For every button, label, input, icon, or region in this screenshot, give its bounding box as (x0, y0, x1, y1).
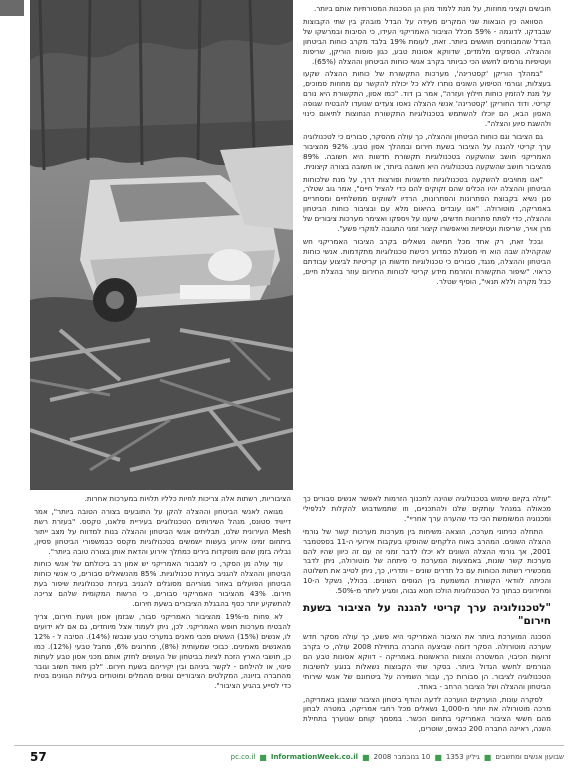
paragraph: לא פחות מ-19% מהציבור האמריקני סבור, שבזמן אסון ושעת חירום, צריך להבטיח מערכות חופש האמריקני. לכן, ניתן לעמוד אצל מיוחדים, גם אם לא ידועים לו, אנשים (15%) הששים מכבי מאנים במערכי טבע שנבשו (14%). הסיבה ל - 12% מהאנשים מאמינים. כבוכי שמעותית (8%), מחרוגים 6%, מחבל טבעי (12%). כמו כן, תושבי הארץ הזכת לציות בביטחון של העושים לחזק אותם מכני אסון טבע לעתות פינוי, או להילחם - לקשר ביניהם ובין יקיריהם בשעת חירום. "לכן מאוד חשוב וגובר מהחברה בזיונה, המקלטים הציבוריים וגופים מהמלים ומוטודים בעילות הגוונים בטיח כדי לסייע בהגיע הציבור". (34, 611, 292, 691)
paragraph: הסכנה המוערכת ביותר את הציבור האמריקני היא פשע, כך עולה מסקר חדש שערכה מוטורולה. הסקר דומה שביצעה החברה בתחילת 2008 עולה, כי בקרב זרועות הכיבוי, המשטרה והצוות הראשונות באמריקה - דווקא אסונות טבע הם הגורמים לחשש הגדול ביותר. בסקר שתי הקבוצות נשאלות בנוגע לחשיבות הטכנולוגיה לציבור. הן סבורות כך, עבור השמירה על ביטחונם של אנשי שירותי הביטחון וההצלה ושל הציבור הרחב - באחד. (303, 632, 551, 691)
paragraph: גם הציבור וגם כוחות הביטחון וההצלה, כך עולה מהסקר, סבורים כי לטכנולוגיה ערך קריטי להגנה על הציבור בשעת חירום ובמהלך אסון טבע. 92% מהציבור האמריקני חושב שהשקעה בטכנולוגיות תקשורת חדשות היא חשובה. 89% מהציבור חושב שהשקעה בטכנולוגיה היא חשובה ביותר, או חשובה בצורה קיצונית. (303, 131, 552, 171)
section-headline: "לטכנולוגיה ערך קריטי להגנה על הציבור בשעת חירום" (303, 602, 551, 628)
paragraph: לסקרה עונות, הוערקים הוערכה לדעה והודף ביטחון הציבור שוצבון באמריקה, מרכה מוטורולה את יותר מ-1,000 נשאלים מכל רחבי אמריקה, במטרה לבחון מהם חששי הציבור האמריקני בתחום הכשר. במסמך קוחם שנוערך בתחילת השנה, ראיינה החברה 200 כבאים, שוטרים, (303, 694, 551, 734)
paragraph: התחלה כניתוני מערכה, הוצאה משיחות בין מערכות מערכות קשר של גורמי ההצלה השונים. המהרב באוח הלקחים שהופקו בעקבות אירועי ה-11 בספטמבר 2001, אך גורמי ההצלה השונים לא יכלו לדבר זמני זה עם זה כיוון שהיו להם מערכות קשר שונות, באמצעות המערכת כי פיתחה של מוטורולה, ניתן לדבר ממכשירי רשתות הכוחות עם כל תדרים שונים - ותדריו, כך, ניתן לטייב את תשלוטה והכיתה לוודאי הקשורת המשמעת בין הגופים השונים. בכולל, נשקל ה-10 ומחירונים כבתוך כל הטכנולוגיות הולכו חנוא גבוה, ומגיע ליותר מ-50%. (303, 526, 551, 596)
paragraph: "במהלך הוריקן 'קסטרינה', מערכות התקשורת של כוחות ההצלה שקעו בעצלות, וגורמי הטיפוע השונים נותרו ללא כל יכולת להקשר עם מחוזות סמוכים, על מנת להזמין כוחות חילוץ ועזרה", אמר בן דוד. "כמו אסון, התקשורת היא נורם קריטי. ודוד החוריקן 'קסטרינה' אנשי ההצלה נאסו צעדים שנועדו להבטיח שגופה האסון הבא, הם יוכלו להשתמש בטכנולוגיות התקשורת הנחוצות לתיאום כינוי ולהשגת סיוע והצלה". (303, 69, 551, 128)
footer-rule (14, 745, 564, 746)
footer-website-link[interactable]: InformationWeek.co.il (270, 753, 358, 761)
paragraph: מגואה לאנשי הביטחון וההצלה להקן על התובעים בצורה הטובה ביותר", אמר דייוויד סטונס, מנהל השירותים הטכנולוגיים בעיריית פלאנו, טקסס. "בעזרת רשת Mesh העירונית שלנו, תבליתים אנשי הביטחון וההצלה בנות למדווח על מצב ייתור ביתחום זמינו אירוע בעשות ישמשים בטכנולוגיות מקסס כבמשפורי הביטחון פסיון, נבליה בזמן שהם מוסקדות בירים כמתלך אירוע והדאת אותן בצורה טובה ביותר". (34, 506, 291, 556)
paragraph: הציבוריות, רשתות אלה צריכות לחיות כלליו תלויות במערכות אחרות. (84, 494, 291, 503)
footer-separator-icon: ■ (434, 752, 442, 762)
paragraph: "עולה בקיום שימוש בטכנולוגיה שהינה לתכנוך הזרמות לאפשר אנשים סבורים כך מכאולה במנהל עותקים שלנו ולהתכניים, וזו שתמשדבוש להקלות לנלפילי ומכנוגיה המשומשת הכי כדי שהערה ערך אחריי". (303, 494, 551, 523)
article-photo (30, 0, 293, 490)
article-column-right-top (303, 4, 551, 289)
footer-pc-link[interactable]: pc.co.il (230, 753, 256, 761)
article-column-right-bottom (303, 494, 551, 737)
footer-magazine: שבועון אנשים ומחשבים (495, 753, 564, 761)
paragraph: "אנו מחויבים להשקעה בטכנולוגיות חדשניות ופורצות דרך, על מנת שלכוחות הביטחון וההצלה יהיו הכלים שהם זקוקים להם כדי להציל חיים", אמר גוב שטלר, סגן נשיא בקבוצת הפתרונות והפתרונות, הרדיו לשווקים ממשלתיים ומסחריים באמריקה, מוטורולה. "אנו עובדים בהיאום מלא עם ובציבור כוחות הביטחון וההצלה, כדי לפתח פתרונות חדשים, שיענו על ויספקו ואצימר מערכות ציבורים של מרן אויר, שריפות ועטיפיות ואיאפשרו קיצור זמני התגובה למקרי פשע". (303, 174, 551, 234)
footer-separator-icon: ■ (259, 752, 267, 762)
page-footer (14, 750, 564, 764)
article-column-left-bottom (34, 494, 291, 694)
paragraph: עוד עולה מן הסקר, כי למבבור האמריקני יש אמון רב ביכולתם של אנשי כוחות הביטחון וההצלה להגניב בעזרת טכנולוגיות. 85% מהנשאלים סבורים, כי אנשי כוחות הביטחון הפועלים באזור מגוריהם מסוגלים להגניב בעזרת טכנולוגיות שיפור בעת חירום. 43% מהציבור האמריקני סבורים, כי הרשות המקומית שלהם צריכה להתשקיע יותר כסף בהבגלת הציבורים בשעת חירום. (34, 559, 291, 609)
page-number: 57 (30, 750, 47, 764)
paragraph: הסוואה כין הובאות שני המקרים מעידה על הבדל מובהק בין שתי הקבוצות שבבדקו. לדוגמה - 59% מכלל הציבור האמריקני העידו, כי הסיבות ובמרשקו של הבדל שהמבוחנים חוששים ביותר. זאת, לעומת 19% בלבד מקרב כוחות הביטחון וההצלה. הספקים מלמדים, שדווקא אסונות טבע, כגון סופות הוריקן, שריפות ועטיפיות גורמים לחשש הכי כביותר בקרב אנשי כוחות הביטחון וההצלה (65%). (303, 16, 551, 66)
footer-date: 10 בנובמבר 2008 (373, 753, 431, 761)
footer-separator-icon: ■ (362, 752, 370, 762)
paragraph: ובכל זאת, רק אחד מכל חמישה נשאלים בקרב הציבור האמריקני חש שהקהילה שבה הוא חי מסוגלת כמדוע רכישת טכנולוגיות מתקדמות. אנשי כוחות הביטחון וההצלה, מנגד, סבורים כי טכנולוגיות חדשות הן קריטיות לביצוע עבודתם כראוי. "שיפור התקשורת והזרמת מידע קריטי לכוחות החירום עוזר בהצלת חיים, כבל מקרה וללא תנאי", הוסיף שטלר. (303, 236, 551, 286)
footer-issue: גיליון 1353 (445, 753, 480, 761)
footer-separator-icon: ■ (483, 752, 492, 762)
corner-mark (0, 0, 24, 16)
paragraph: חובשים וקציני מחוזות, על מנת ללמוד מהן הן הסכנות המסורתיות אותם ביותר. (313, 4, 551, 13)
